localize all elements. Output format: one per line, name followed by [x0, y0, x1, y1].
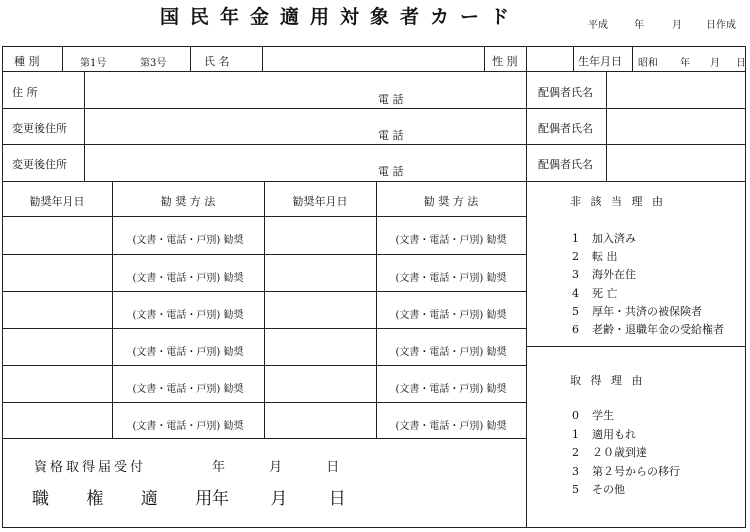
- recommend-method-cell[interactable]: (文書・電話・戸別) 勧奨: [395, 347, 507, 358]
- spouse-name-field[interactable]: [608, 73, 744, 106]
- exclusion-reason-item-number: 3: [572, 268, 579, 282]
- recommend-method-header: 勧 奨 方 法: [423, 195, 479, 208]
- created-month: 月: [672, 20, 682, 31]
- phone-label: 電 話: [378, 93, 404, 106]
- acquisition-reason-item-number: 0: [572, 409, 579, 422]
- recommend-method-cell[interactable]: (文書・電話・戸別) 勧奨: [132, 384, 244, 395]
- acquisition-reason-item: [572, 481, 625, 497]
- recommend-date-cell[interactable]: [4, 293, 110, 325]
- exclusion-reason-item: [572, 285, 618, 301]
- recommend-date-cell[interactable]: [4, 367, 110, 399]
- acquisition-reason-item-text: 適用もれ: [592, 427, 636, 441]
- kind-option-1[interactable]: 第1号: [80, 58, 107, 69]
- spouse-name-label: 配偶者氏名: [538, 158, 593, 171]
- birth-year: 年: [680, 58, 690, 69]
- exclusion-reason-item: [572, 303, 702, 319]
- exclusion-reason-item-text: 海外在住: [592, 268, 636, 282]
- recommend-method-cell[interactable]: (文書・電話・戸別) 勧奨: [132, 235, 244, 246]
- recommend-date-cell[interactable]: [266, 330, 374, 362]
- exclusion-heading: 非 該 当 理 由: [570, 195, 666, 208]
- acquisition-reason-item: [572, 444, 647, 460]
- changed-address-label: 変更後住所: [12, 158, 67, 171]
- exclusion-reason-item-number: 2: [572, 250, 579, 264]
- acquisition-reason-item: [572, 463, 680, 479]
- recommend-date-cell[interactable]: [4, 330, 110, 362]
- recommend-method-cell[interactable]: (文書・電話・戸別) 勧奨: [395, 310, 507, 321]
- created-era: 平成: [588, 20, 608, 31]
- recommend-date-cell[interactable]: [4, 256, 110, 288]
- spouse-name-field[interactable]: [608, 110, 744, 142]
- spouse-name-field[interactable]: [608, 146, 744, 179]
- card-title: 国民年金適用対象者カード: [160, 6, 521, 28]
- acquisition-heading: 取 得 理 由: [570, 374, 646, 387]
- address-label: 住 所: [12, 86, 38, 99]
- recommend-method-cell[interactable]: (文書・電話・戸別) 勧奨: [395, 273, 507, 284]
- receipt-label: 資格取得届受付: [34, 460, 147, 475]
- exclusion-reason-item: [572, 248, 618, 264]
- recommend-method-cell[interactable]: (文書・電話・戸別) 勧奨: [395, 384, 507, 395]
- changed-address-field[interactable]: [86, 110, 524, 142]
- exclusion-reason-item-number: 4: [572, 286, 579, 300]
- exclusion-reason-item-text: 厚年・共済の被保険者: [592, 304, 702, 318]
- exclusion-reason-item: [572, 321, 724, 337]
- recommend-method-header: 勧 奨 方 法: [160, 195, 216, 208]
- exclusion-reason-item-number: 1: [572, 232, 579, 245]
- acquisition-reason-item-text: 学生: [592, 409, 614, 422]
- recommend-date-cell[interactable]: [4, 404, 110, 436]
- birth-month: 月: [710, 58, 720, 69]
- created-day: 日作成: [706, 20, 736, 31]
- exclusion-reason-item-text: 死 亡: [592, 286, 618, 300]
- birth-era: 昭和: [638, 58, 658, 69]
- recommend-method-cell[interactable]: (文書・電話・戸別) 勧奨: [132, 310, 244, 321]
- acquisition-reason-item: [572, 407, 614, 423]
- spouse-name-label: 配偶者氏名: [538, 86, 593, 99]
- exclusion-reason-item-text: 加入済み: [592, 232, 636, 245]
- recommend-date-header: 勧奨年月日: [292, 195, 348, 208]
- acquisition-reason-item-number: 3: [572, 464, 579, 478]
- changed-address-label: 変更後住所: [12, 122, 67, 135]
- receipt-date: 年 月 日: [212, 460, 360, 475]
- recommend-date-cell[interactable]: [266, 367, 374, 399]
- recommend-date-cell[interactable]: [266, 404, 374, 436]
- official-date: 年 月 日: [212, 489, 364, 509]
- changed-address-field[interactable]: [86, 146, 524, 179]
- birth-label: 生年月日: [578, 55, 622, 68]
- name-label: 氏 名: [204, 55, 230, 68]
- exclusion-reason-item-number: 5: [572, 304, 579, 318]
- acquisition-reason-item-text: その他: [592, 483, 625, 496]
- recommend-date-cell[interactable]: [266, 218, 374, 250]
- kind-label: 種 別: [14, 55, 40, 68]
- recommend-method-cell[interactable]: (文書・電話・戸別) 勧奨: [132, 273, 244, 284]
- address-field[interactable]: [86, 73, 524, 106]
- acquisition-reason-item-number: 1: [572, 427, 579, 441]
- recommend-date-cell[interactable]: [4, 218, 110, 250]
- spouse-name-label: 配偶者氏名: [538, 122, 593, 135]
- exclusion-reason-item-number: 6: [572, 323, 579, 336]
- recommend-method-cell[interactable]: (文書・電話・戸別) 勧奨: [132, 421, 244, 432]
- acquisition-reason-item-number: 2: [572, 446, 579, 459]
- recommend-method-cell[interactable]: (文書・電話・戸別) 勧奨: [395, 235, 507, 246]
- acquisition-reason-item-number: 5: [572, 483, 579, 496]
- exclusion-reason-item: [572, 230, 636, 246]
- sex-label: 性 別: [492, 55, 518, 68]
- recommend-method-cell[interactable]: (文書・電話・戸別) 勧奨: [395, 421, 507, 432]
- phone-label: 電 話: [378, 129, 404, 142]
- recommend-date-cell[interactable]: [266, 293, 374, 325]
- birth-day: 日: [736, 58, 746, 69]
- phone-label: 電 話: [378, 165, 404, 178]
- name-field[interactable]: [264, 48, 482, 70]
- exclusion-reason-item-text: 転 出: [592, 250, 618, 264]
- created-year: 年: [634, 20, 644, 31]
- official-application-label: 職 権 適 用: [32, 489, 229, 509]
- kind-option-3[interactable]: 第3号: [140, 58, 167, 69]
- acquisition-reason-item-text: 第２号からの移行: [592, 464, 680, 478]
- acquisition-reason-item: [572, 426, 636, 442]
- recommend-date-header: 勧奨年月日: [29, 195, 85, 208]
- acquisition-reason-item-text: ２０歳到達: [592, 446, 647, 459]
- exclusion-reason-item-text: 老齢・退職年金の受給権者: [592, 323, 724, 336]
- recommend-method-cell[interactable]: (文書・電話・戸別) 勧奨: [132, 347, 244, 358]
- recommend-date-cell[interactable]: [266, 256, 374, 288]
- sex-field[interactable]: [528, 48, 572, 70]
- exclusion-reason-item: [572, 266, 636, 282]
